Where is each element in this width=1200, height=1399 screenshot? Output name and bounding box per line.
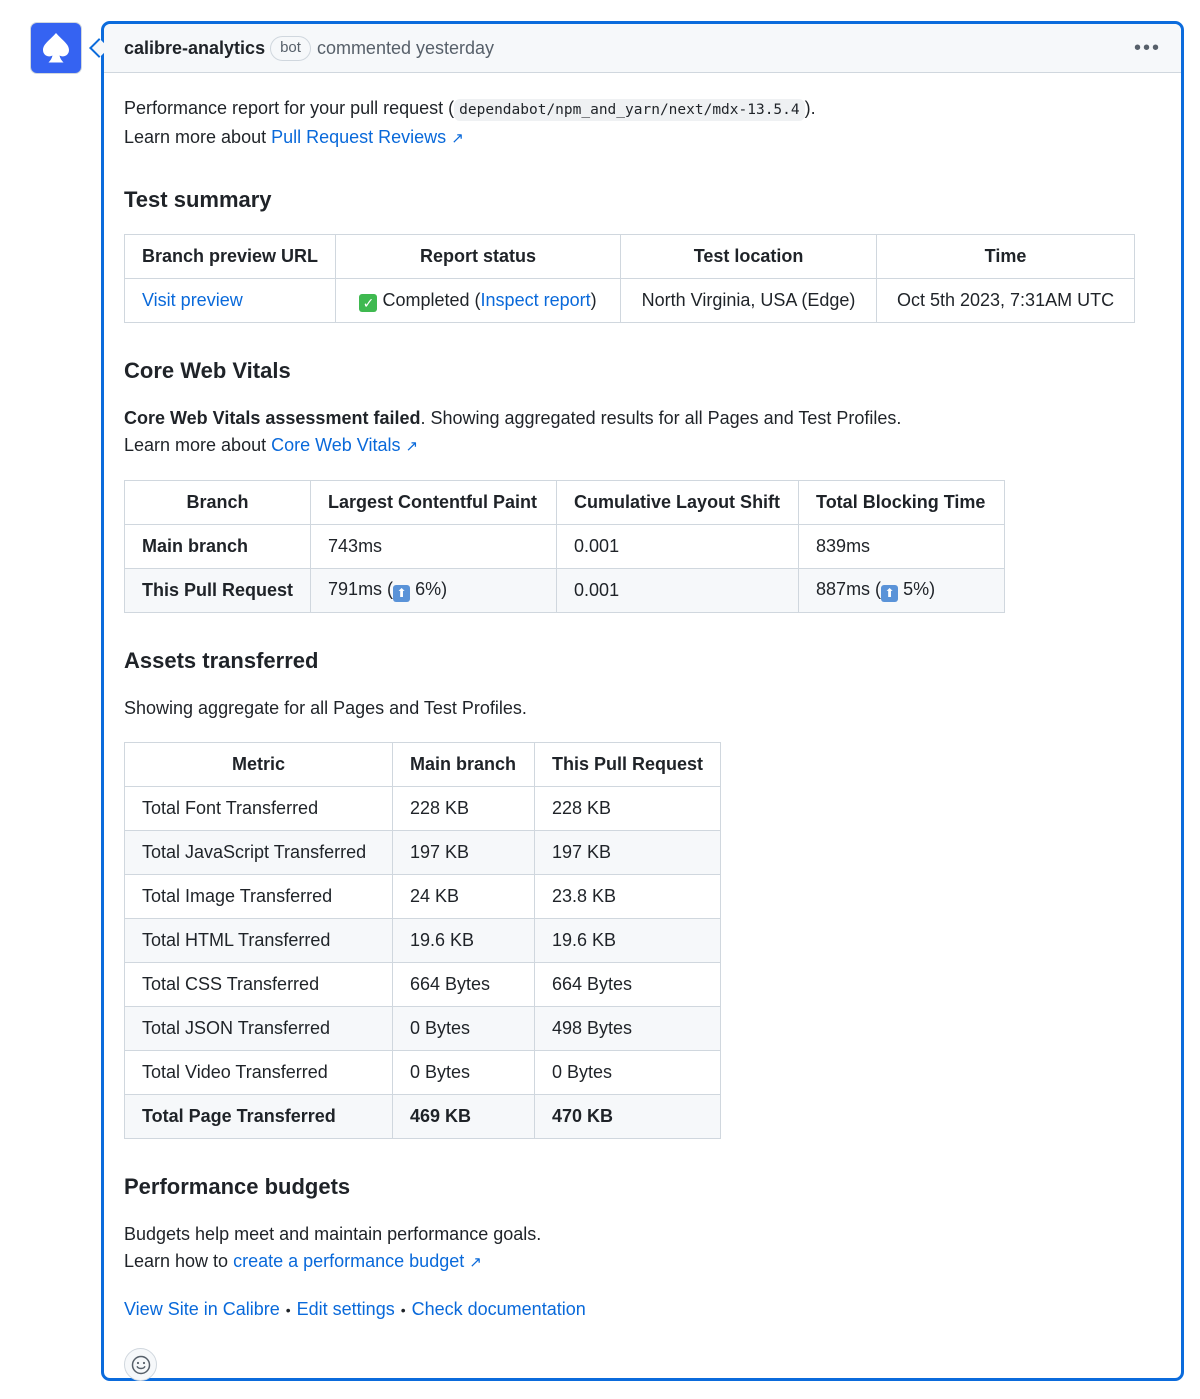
intro-text: Performance report for your pull request ( dependabot/npm_and_yarn/next/mdx-13.5.4 ).	[124, 95, 1161, 124]
column-header: Total Blocking Time	[799, 481, 1005, 525]
cwv-assessment: Core Web Vitals assessment failed. Showing aggregated results for all Pages and Test Profiles.	[124, 408, 902, 428]
check-mark-icon: ✓	[359, 294, 377, 312]
column-header: Test location	[621, 235, 877, 279]
footer-links	[124, 1296, 1161, 1324]
table-row: Total Image Transferred 24 KB 23.8 KB	[125, 875, 721, 919]
table-row: Total JSON Transferred 0 Bytes 498 Bytes	[125, 1007, 721, 1051]
test-summary-heading: Test summary	[124, 187, 272, 212]
assets-transferred-heading: Assets transferred	[124, 648, 319, 673]
column-header: Branch	[125, 481, 311, 525]
table-row: Total Video Transferred 0 Bytes 0 Bytes	[125, 1051, 721, 1095]
arrow-up-icon: ⬆	[881, 585, 898, 602]
kebab-horizontal-icon[interactable]: •••	[1133, 36, 1161, 59]
external-link-icon: ↗	[469, 1254, 482, 1271]
budgets-description: Budgets help meet and maintain performance goals.	[124, 1224, 542, 1244]
test-location-cell: North Virginia, USA (Edge)	[621, 279, 877, 323]
budgets-learn-more: Learn how to create a performance budget ↗	[124, 1251, 482, 1271]
check-documentation-link[interactable]: Check documentation	[411, 1299, 586, 1319]
comment-card	[101, 21, 1184, 1381]
core-web-vitals-link[interactable]: Core Web Vitals ↗	[271, 435, 419, 455]
table-row: This Pull Request 791ms ( ⬆ 6%) 0.001 887ms ( ⬆ 5%)	[125, 569, 1005, 613]
comment-timestamp[interactable]: commented yesterday	[316, 37, 495, 58]
column-header: Main branch	[393, 743, 535, 787]
test-summary-table	[124, 234, 1135, 323]
spade-icon	[41, 31, 71, 65]
table-row-total: Total Page Transferred 469 KB 470 KB	[125, 1095, 721, 1139]
edit-settings-link[interactable]: Edit settings	[296, 1299, 395, 1319]
time-cell: Oct 5th 2023, 7:31AM UTC	[877, 279, 1135, 323]
view-site-link[interactable]: View Site in Calibre	[124, 1299, 280, 1319]
branch-code: dependabot/npm_and_yarn/next/mdx-13.5.4	[454, 99, 804, 121]
pull-request-reviews-link[interactable]: Pull Request Reviews ↗	[271, 127, 464, 147]
table-row: Total JavaScript Transferred 197 KB 197 KB	[125, 831, 721, 875]
cwv-learn-more: Learn more about Core Web Vitals ↗	[124, 435, 419, 455]
assets-description: Showing aggregate for all Pages and Test Profiles.	[124, 698, 527, 718]
table-row	[125, 279, 1135, 323]
smiley-icon	[131, 1355, 151, 1375]
table-row: Total HTML Transferred 19.6 KB 19.6 KB	[125, 919, 721, 963]
separator: •	[285, 1302, 291, 1318]
table-row: Main branch 743ms 0.001 839ms	[125, 525, 1005, 569]
column-header: Metric	[125, 743, 393, 787]
performance-budgets-heading: Performance budgets	[124, 1174, 351, 1199]
core-web-vitals-heading: Core Web Vitals	[124, 358, 291, 383]
table-row: Total CSS Transferred 664 Bytes 664 Bytes	[125, 963, 721, 1007]
author-link[interactable]: calibre-analytics	[124, 37, 266, 58]
external-link-icon: ↗	[451, 130, 464, 147]
column-header: Cumulative Layout Shift	[557, 481, 799, 525]
visit-preview-link[interactable]: Visit preview	[142, 290, 243, 310]
column-header: Report status	[336, 235, 621, 279]
avatar[interactable]	[30, 22, 82, 74]
separator: •	[400, 1302, 406, 1318]
column-header: Largest Contentful Paint	[311, 481, 557, 525]
add-reaction-button[interactable]	[124, 1348, 157, 1381]
comment-body	[104, 73, 1181, 1381]
report-status-cell: ✓ Completed (Inspect report)	[336, 279, 621, 323]
table-row: Total Font Transferred 228 KB 228 KB	[125, 787, 721, 831]
intro-learn-more: Learn more about Pull Request Reviews ↗	[124, 127, 464, 147]
external-link-icon: ↗	[405, 438, 419, 455]
column-header: Branch preview URL	[125, 235, 336, 279]
create-budget-link[interactable]: create a performance budget ↗	[233, 1251, 482, 1271]
assets-table	[124, 742, 721, 1139]
bot-badge: bot	[270, 36, 311, 61]
comment-header	[104, 24, 1181, 73]
column-header: This Pull Request	[535, 743, 721, 787]
column-header: Time	[877, 235, 1135, 279]
core-web-vitals-table	[124, 480, 1005, 613]
inspect-report-link[interactable]: Inspect report	[480, 289, 591, 310]
arrow-up-icon: ⬆	[393, 585, 410, 602]
